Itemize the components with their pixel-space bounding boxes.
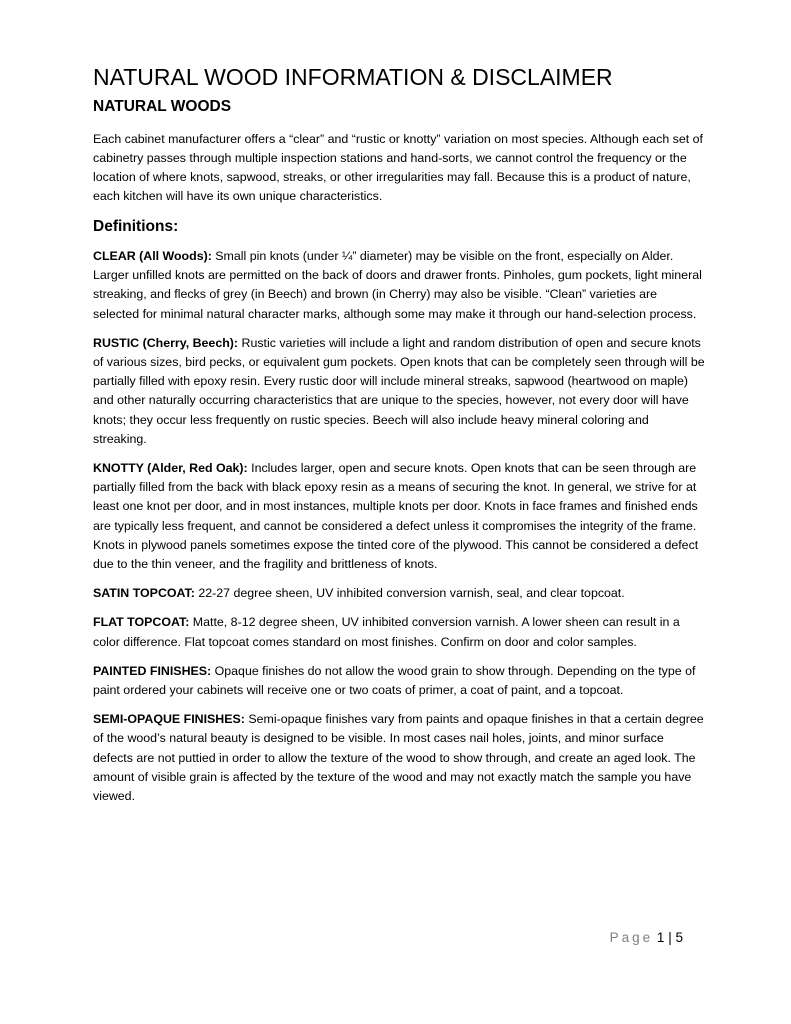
definition-term: RUSTIC (Cherry, Beech): bbox=[93, 335, 239, 350]
page-separator: | bbox=[668, 930, 672, 945]
definition-text: Rustic varieties will include a light and random distribution of open and secure knots of various sizes, bird pecks, or equivalent gum pockets. Open knots that can be completely seen through will be partially filled with epoxy resin. Every rustic door will include mineral streaks, sapwood (heartwood on maple) and other naturally occurring characteristics that are unique to the species, however, not every door will have knots; they occur less frequently on rustic species. Beech will also include heavy mineral coloring and streaking. bbox=[93, 335, 705, 446]
definition-text: Semi-opaque finishes vary from paints and opaque finishes in that a certain degree of the wood’s natural beauty is designed to be visible. In most cases nail holes, joints, and minor surface defects are not puttied in order to allow the texture of the wood to show through, and create an aged look. The amount of visible grain is affected by the texture of the wood and may not exactly match the sample you have viewed. bbox=[93, 712, 704, 804]
definition-flat-topcoat bbox=[93, 613, 705, 651]
definition-rustic bbox=[93, 334, 705, 449]
page-title: NATURAL WOOD INFORMATION & DISCLAIMER bbox=[93, 64, 613, 90]
definition-clear bbox=[93, 247, 705, 324]
definitions-list bbox=[93, 247, 705, 816]
definition-text: 22-27 degree sheen, UV inhibited conversion varnish, seal, and clear topcoat. bbox=[194, 586, 625, 601]
definition-semi-opaque-finishes bbox=[93, 710, 705, 806]
definition-term: SEMI-OPAQUE FINISHES: bbox=[93, 712, 245, 727]
page-number: 1 bbox=[656, 930, 665, 945]
definition-term: FLAT TOPCOAT: bbox=[93, 615, 190, 630]
definition-painted-finishes bbox=[93, 662, 705, 700]
total-pages: 5 bbox=[675, 930, 683, 945]
definition-text: Matte, 8-12 degree sheen, UV inhibited conversion varnish. A lower sheen can result in a color difference. Flat topcoat comes standard on most finishes. Confirm on door and color samples. bbox=[93, 615, 680, 649]
definition-term: CLEAR (All Woods): bbox=[93, 249, 212, 263]
definition-term: KNOTTY (Alder, Red Oak): bbox=[93, 461, 248, 476]
definition-text: Includes larger, open and secure knots. Open knots that can be seen through are partially filled from the back with black epoxy resin as a means of securing the knot. In general, we strive for at least one knot per door, and in most instances, multiple knots per door. Knots in face frames and finished ends are typically less frequent, and cannot be considered a defect unless it compromises the integrity of the frame. Knots in plywood panels sometimes expose the tinted core of the plywood. This cannot be considered a defect due to the thin veneer, and the fragility and brittleness of knots. bbox=[93, 461, 699, 572]
definition-knotty bbox=[93, 459, 705, 574]
page-footer bbox=[610, 930, 683, 945]
definition-term: PAINTED FINISHES: bbox=[93, 663, 212, 678]
page-label: Page bbox=[609, 930, 654, 945]
definition-text: Small pin knots (under ¼” diameter) may be visible on the front, especially on Alder. Larger unfilled knots are permitted on the back of doors and drawer fronts. Pinholes, gum pockets, light mineral streaking, and flecks of grey (in Beech) and brown (in Cherry) may also be visible. “Clean” varieties are selected for minimal natural character marks, although some may make it through our hand-selection process. bbox=[93, 249, 702, 321]
definition-satin-topcoat bbox=[93, 584, 705, 603]
definition-term: SATIN TOPCOAT: bbox=[93, 586, 195, 601]
definition-text: Opaque finishes do not allow the wood grain to show through. Depending on the type of paint ordered your cabinets will receive one or two coats of primer, a coat of paint, and a topcoat. bbox=[93, 663, 696, 698]
intro-paragraph: Each cabinet manufacturer offers a “clear” and “rustic or knotty” variation on most species. Although each set of cabinetry passes through multiple inspection stations and hand-sorts, we cannot control the frequency or the location of where knots, sapwood, streaks, or other irregularities may fall. Because this is a product of nature, each kitchen will have its own unique characteristics. bbox=[93, 132, 703, 203]
definitions-heading: Definitions: bbox=[93, 218, 179, 235]
section-subtitle: NATURAL WOODS bbox=[93, 98, 232, 115]
